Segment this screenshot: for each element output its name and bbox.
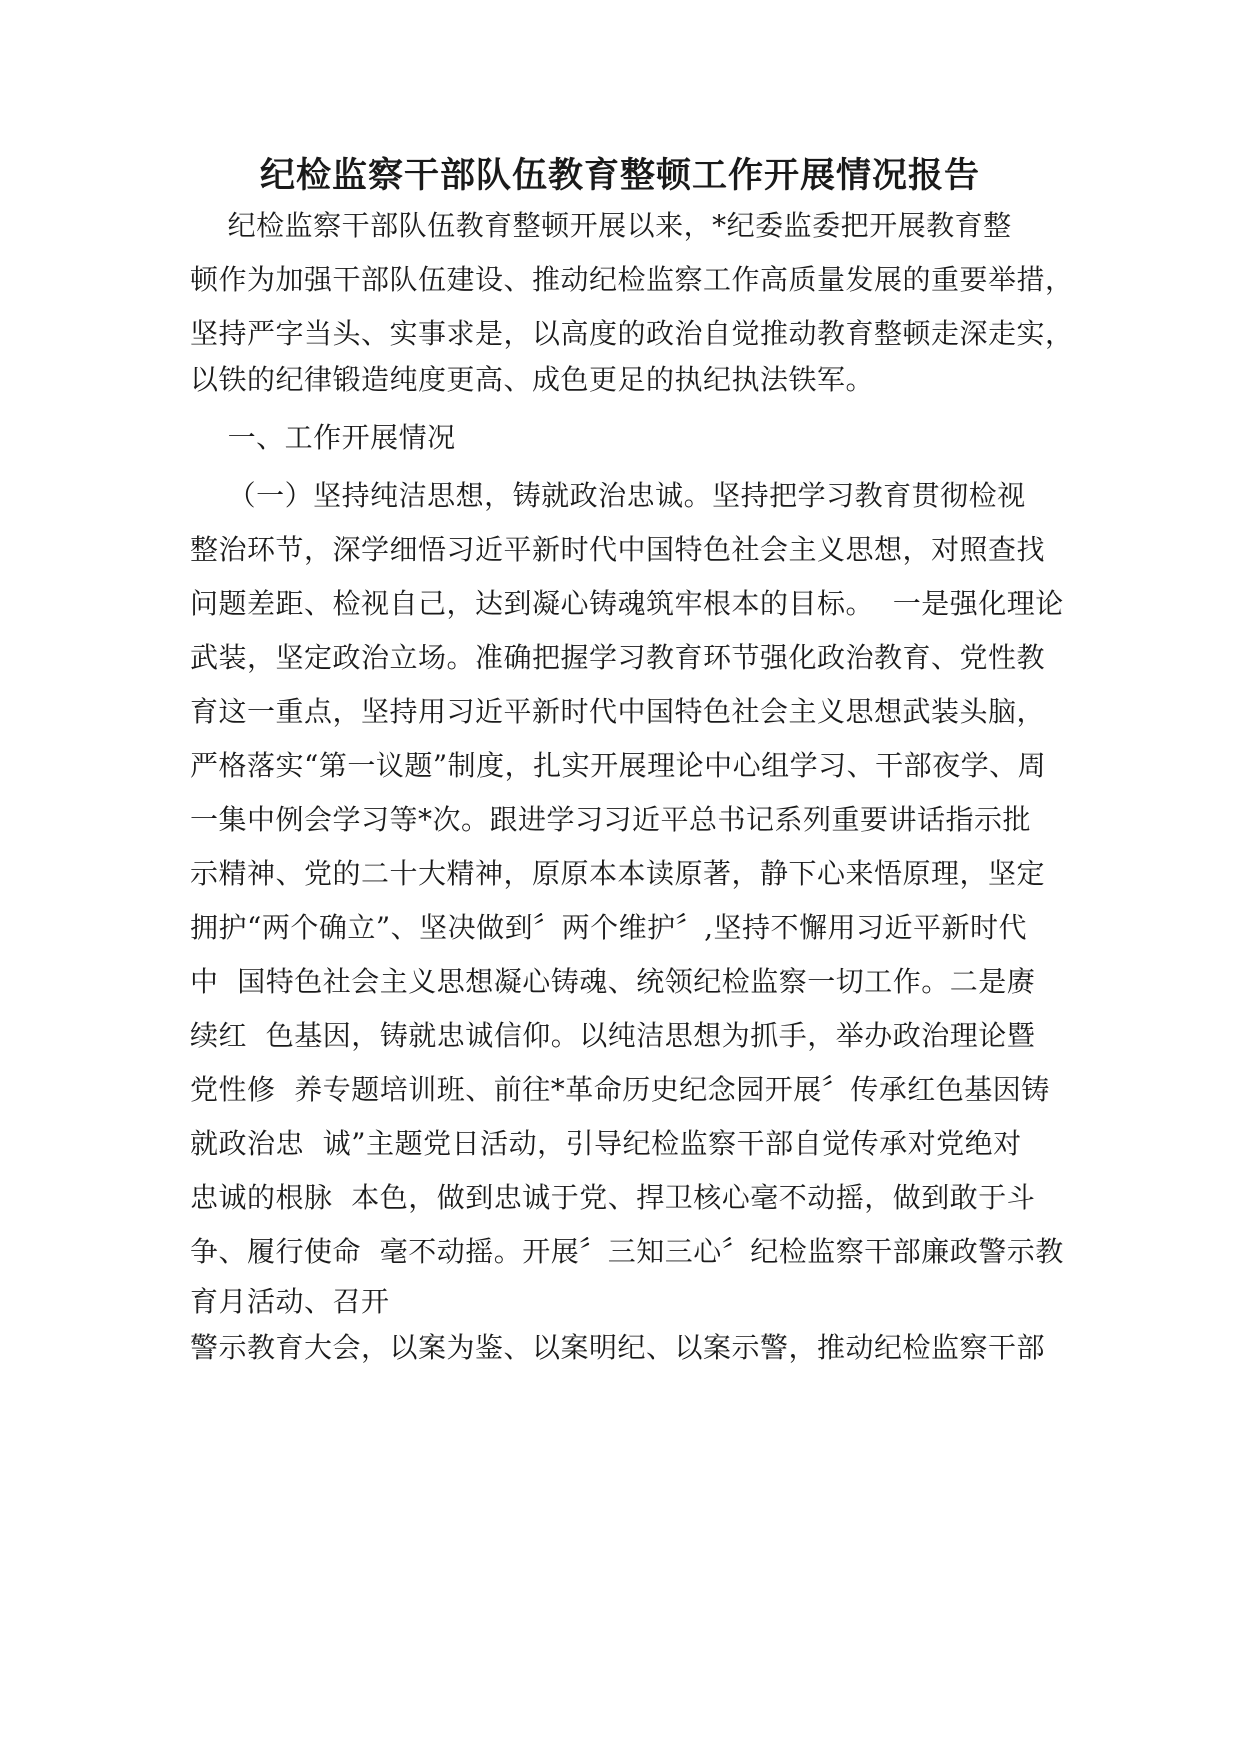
body-line: 一集中例会学习等*次。跟进学习习近平总书记系列重要讲话指示批 [190, 803, 1032, 836]
body-line: 忠诚的根脉 本色，做到忠诚于党、捍卫核心毫不动摇，做到敢于斗 [190, 1181, 1036, 1214]
body-line: 问题差距、检视自己，达到凝心铸魂筑牢根本的目标。 一是强化理论 [190, 587, 1064, 620]
body-line: 武装，坚定政治立场。准确把握学习教育环节强化政治教育、党性教 [190, 641, 1046, 674]
body-line: 就政治忠 诚”主题党日活动，引导纪检监察干部自觉传承对党绝对 [190, 1127, 1022, 1160]
section-heading: 一、工作开展情况 [190, 421, 456, 454]
body-line: （一）坚持纯洁思想，铸就政治忠诚。坚持把学习教育贯彻检视 [190, 479, 1026, 512]
body-line: 严格落实“第一议题”制度，扎实开展理论中心组学习、干部夜学、周 [190, 749, 1047, 782]
body-line: 拥护“两个确立”、坚决做到〞两个维护〞,坚持不懈用习近平新时代 [190, 911, 1028, 944]
body-line: 续红 色基因，铸就忠诚信仰。以纯洁思想为抓手，举办政治理论暨 [190, 1019, 1036, 1052]
body-line: 以铁的纪律锻造纯度更高、成色更足的执纪执法铁军。 [190, 363, 875, 396]
body-line: 纪检监察干部队伍教育整顿开展以来，*纪委监委把开展教育整 [190, 209, 1012, 242]
body-line: 中 国特色社会主义思想凝心铸魂、统领纪检监察一切工作。二是赓 [190, 965, 1036, 998]
body-line: 整治环节，深学细悟习近平新时代中国特色社会主义思想，对照查找 [190, 533, 1046, 566]
document-title: 纪检监察干部队伍教育整顿工作开展情况报告 [259, 156, 980, 196]
body-line: 坚持严字当头、实事求是，以高度的政治自觉推动教育整顿走深走实， [190, 317, 1074, 350]
body-line: 争、履行使命 毫不动摇。开展〞三知三心〞纪检监察干部廉政警示教 [190, 1235, 1064, 1268]
body-line: 顿作为加强干部队伍建设、推动纪检监察工作高质量发展的重要举措， [190, 263, 1074, 296]
body-line: 党性修 养专题培训班、前往*革命历史纪念园开展〞传承红色基因铸 [190, 1073, 1050, 1106]
body-line: 育月活动、召开 [190, 1285, 390, 1318]
body-line: 示精神、党的二十大精神，原原本本读原著，静下心来悟原理，坚定 [190, 857, 1046, 890]
body-line: 警示教育大会，以案为鉴、以案明纪、以案示警，推动纪检监察干部 [190, 1331, 1046, 1364]
body-line: 育这一重点，坚持用习近平新时代中国特色社会主义思想武装头脑， [190, 695, 1046, 728]
